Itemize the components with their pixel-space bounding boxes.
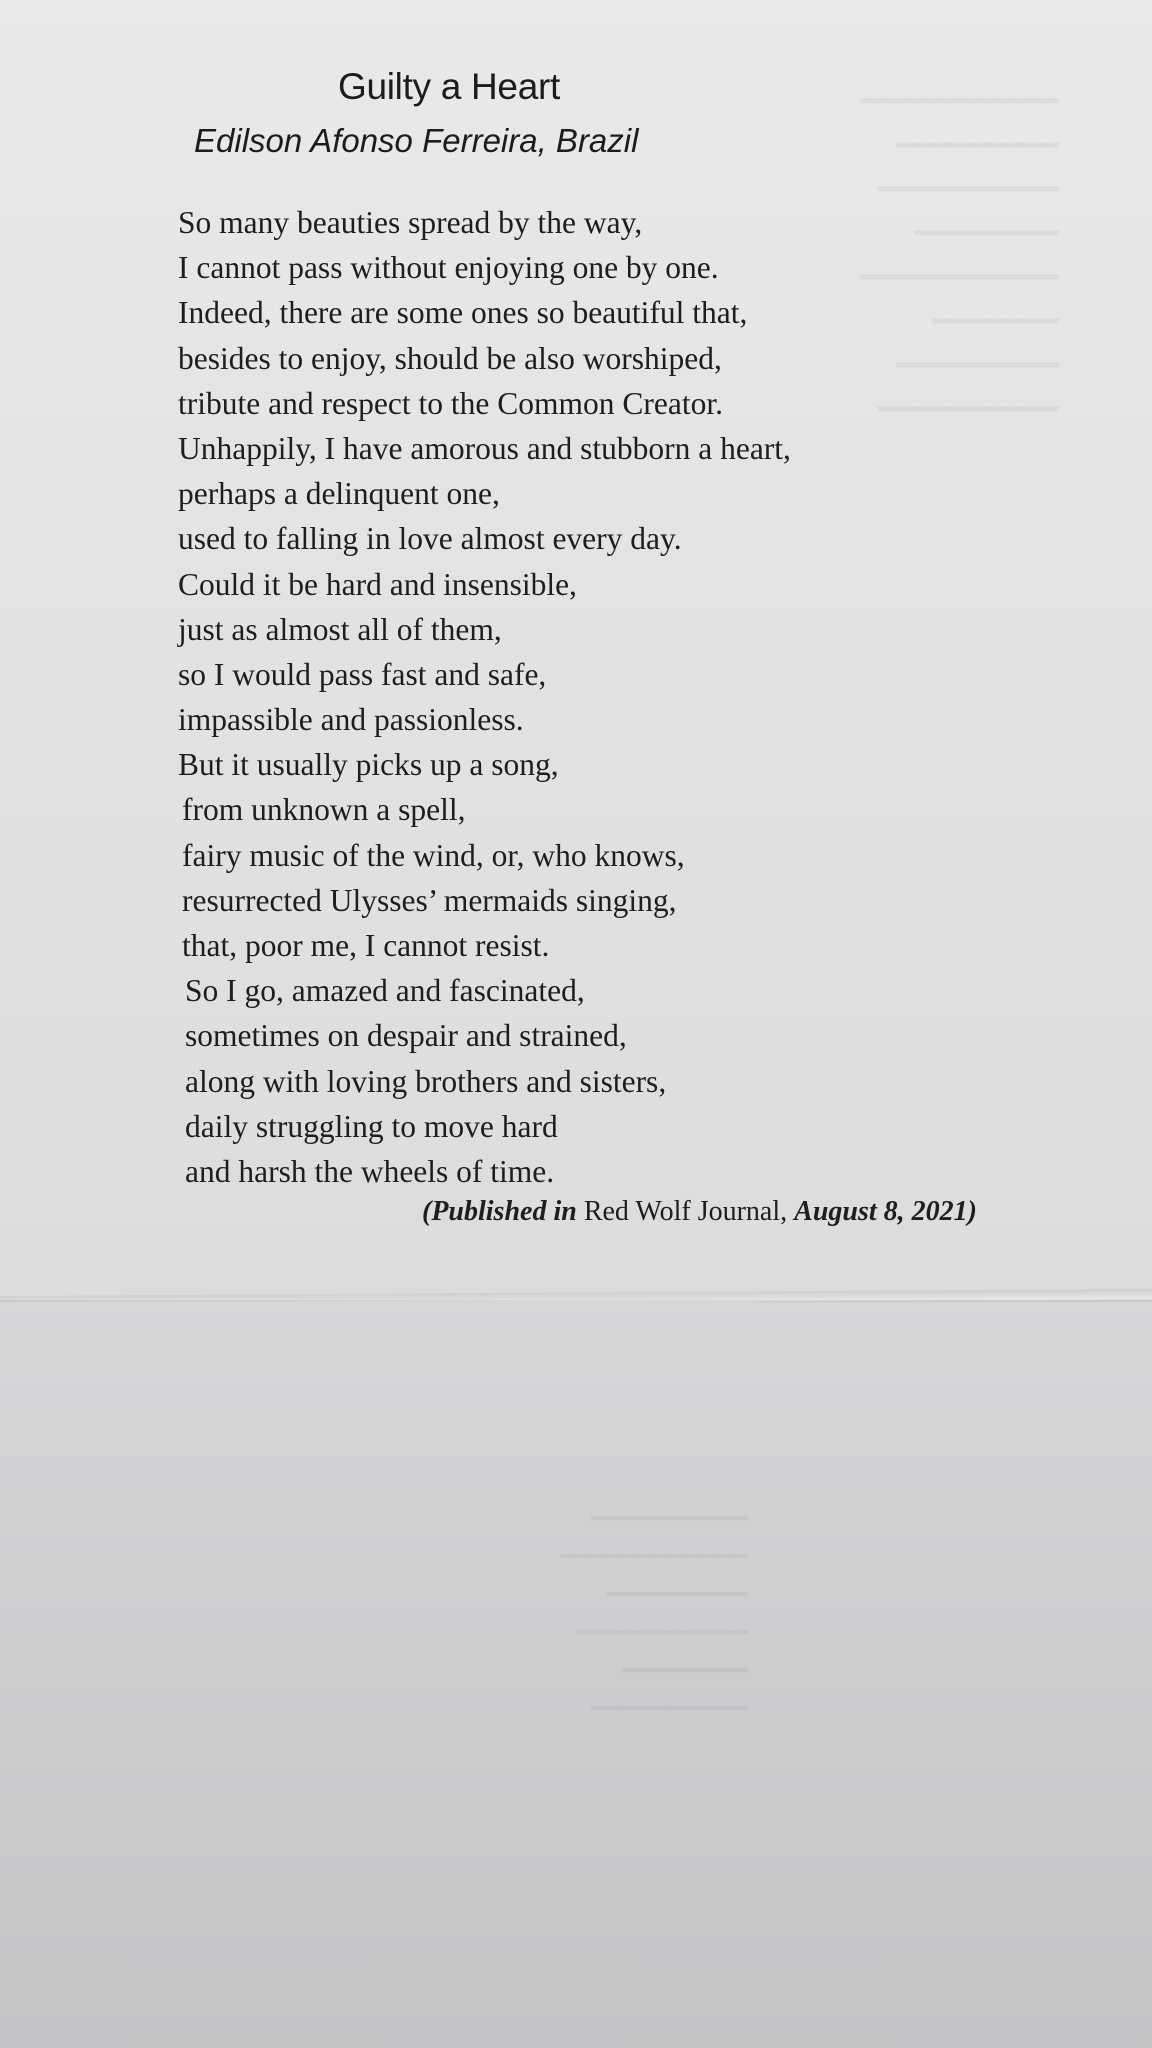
poem-line: along with loving brothers and sisters, [185,1063,667,1099]
poem-author: Edilson Afonso Ferreira, Brazil [194,122,639,159]
publication-credit [422,1196,977,1228]
poem-line: daily struggling to move hard [185,1108,558,1144]
show-through-text-right: ━━━━━━━━━━━ ━━━━━━━━━ ━━━━━━━━━━ ━━━━━━━━ ━━━━━━━━━━━ ━━━━━━━ ━━━━━━━━━ ━━━━━━━━━━ [860,85,1059,426]
poem-line: So many beauties spread by the way, [178,205,643,240]
poem-title: Guilty a Heart [338,66,560,107]
poem-line: fairy music of the wind, or, who knows, [182,837,685,873]
poem-line: But it usually picks up a song, [178,747,559,783]
poem-line: tribute and respect to the Common Creator. [178,385,723,421]
poem-line: So I go, amazed and fascinated, [185,973,585,1009]
credit-journal: Red Wolf Journal, [583,1196,788,1227]
credit-date: August 8, 2021) [794,1196,977,1227]
poem-line: sometimes on despair and strained, [185,1018,627,1054]
poem-line: just as almost all of them, [178,611,502,647]
poem-line: perhaps a delinquent one, [178,476,500,512]
poem-line: resurrected Ulysses’ mermaids singing, [182,882,677,918]
poem-line: besides to enjoy, should be also worshiped, [178,340,722,376]
poem-line: Unhappily, I have amorous and stubborn a heart, [178,430,791,466]
poem-line: and harsh the wheels of time. [185,1153,555,1189]
poem-line: I cannot pass without enjoying one by one. [178,250,719,286]
poem-line: Could it be hard and insensible, [178,566,577,602]
show-through-text-bottom: ━━━━━━━━━━ ━━━━━━━━━━━━ ━━━━━━━━━ ━━━━━━━━━━━ ━━━━━━━━ ━━━━━━━━━━ [560,1504,748,1723]
poem-line: used to falling in love almost every day. [178,521,682,557]
credit-prefix: (Published in [422,1196,577,1227]
poem-line: so I would pass fast and safe, [178,656,547,692]
poem-line: from unknown a spell, [182,792,466,828]
poem-body [178,200,791,1194]
poem-line: Indeed, there are some ones so beautiful that, [178,295,748,331]
poem-line: that, poor me, I cannot resist. [182,928,550,963]
poem-line: impassible and passionless. [178,702,524,738]
